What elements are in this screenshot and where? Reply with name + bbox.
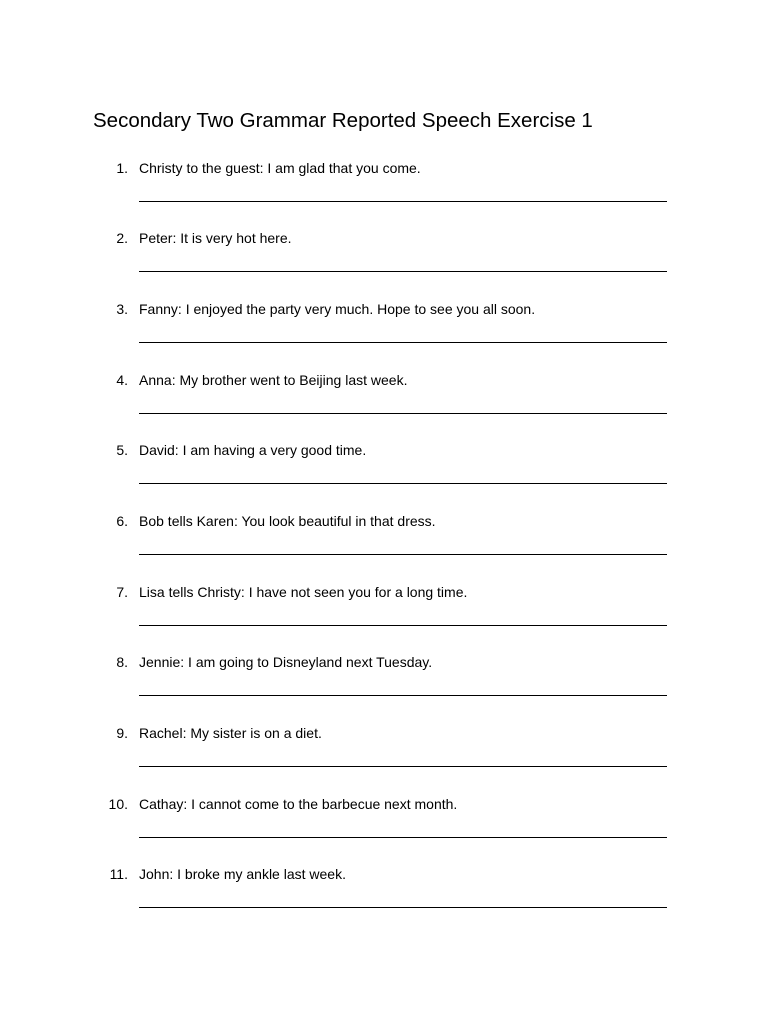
answer-line[interactable] — [139, 554, 667, 555]
item-number: 7. — [116, 584, 128, 600]
item-prompt: Cathay: I cannot come to the barbecue next month. — [139, 796, 458, 812]
item-number: 4. — [116, 372, 128, 388]
exercise-item-2 — [0, 229, 768, 289]
item-prompt: Peter: It is very hot here. — [139, 230, 292, 246]
exercise-item-8 — [0, 653, 768, 713]
exercise-item-4 — [0, 371, 768, 431]
exercise-item-7 — [0, 583, 768, 643]
item-number: 9. — [116, 725, 128, 741]
exercise-item-6 — [0, 512, 768, 572]
page-title: Secondary Two Grammar Reported Speech Exercise 1 — [93, 109, 593, 132]
exercise-item-3 — [0, 300, 768, 360]
item-prompt: Bob tells Karen: You look beautiful in that dress. — [139, 513, 436, 529]
exercise-item-1 — [0, 159, 768, 219]
item-prompt: Christy to the guest: I am glad that you come. — [139, 160, 421, 176]
exercise-item-10 — [0, 795, 768, 855]
item-prompt: John: I broke my ankle last week. — [139, 866, 346, 882]
item-prompt: Lisa tells Christy: I have not seen you for a long time. — [139, 584, 468, 600]
answer-line[interactable] — [139, 342, 667, 343]
item-prompt: Fanny: I enjoyed the party very much. Hope to see you all soon. — [139, 301, 536, 317]
item-number: 11. — [109, 866, 128, 882]
item-prompt: Anna: My brother went to Beijing last week. — [139, 372, 408, 388]
item-number: 2. — [116, 230, 128, 246]
answer-line[interactable] — [139, 837, 667, 838]
answer-line[interactable] — [139, 695, 667, 696]
item-number: 10. — [108, 796, 128, 812]
exercise-item-11 — [0, 865, 768, 925]
answer-line[interactable] — [139, 271, 667, 272]
answer-line[interactable] — [139, 625, 667, 626]
item-prompt: Jennie: I am going to Disneyland next Tuesday. — [139, 654, 433, 670]
item-number: 6. — [116, 513, 128, 529]
answer-line[interactable] — [139, 483, 667, 484]
exercise-item-9 — [0, 724, 768, 784]
item-number: 8. — [116, 654, 128, 670]
item-prompt: Rachel: My sister is on a diet. — [139, 725, 322, 741]
answer-line[interactable] — [139, 413, 667, 414]
answer-line[interactable] — [139, 907, 667, 908]
answer-line[interactable] — [139, 766, 667, 767]
item-number: 3. — [116, 301, 128, 317]
item-number: 1. — [116, 160, 128, 176]
item-prompt: David: I am having a very good time. — [139, 442, 367, 458]
exercise-item-5 — [0, 441, 768, 501]
answer-line[interactable] — [139, 201, 667, 202]
item-number: 5. — [116, 442, 128, 458]
